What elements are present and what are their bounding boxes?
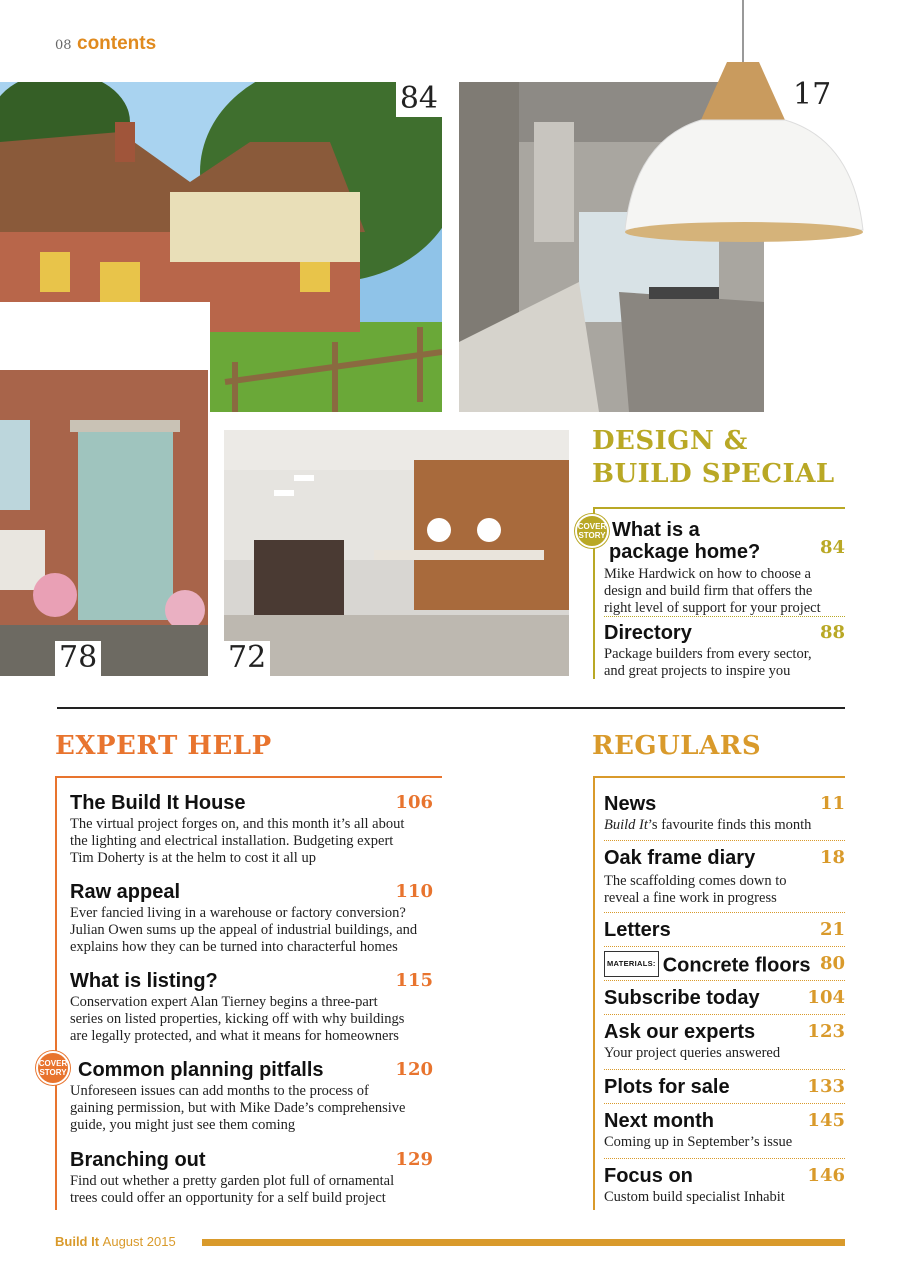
page-tag-72: 72 <box>224 641 270 676</box>
entry-package-home[interactable]: What is a package home? 84 Mike Hardwick on how to choose a design and build firm that offers the right level of support for your project <box>604 519 845 616</box>
entry-subscribe-today[interactable]: Subscribe today 104 <box>604 987 845 1009</box>
entry-news[interactable]: News 11 Build It’s favourite finds this month <box>604 793 845 833</box>
cover-story-badge: COVER STORY <box>36 1051 70 1085</box>
door-photo <box>0 370 208 676</box>
entry-build-it-house[interactable]: The Build It House 106 The virtual project forges on, and this month it’s all about the lighting and electrical installation. Budgeting expert Tim Doherty is at the helm to cost it all up <box>70 792 433 866</box>
section-label: contents <box>77 33 157 54</box>
entry-planning-pitfalls[interactable]: Common planning pitfalls 120 Unforeseen issues can add months to the process of gaining permission, but with Mike Dade’s comprehensive guide, you might just see them coming <box>70 1059 433 1133</box>
dotted-divider <box>604 1069 845 1070</box>
entry-ask-our-experts[interactable]: Ask our experts 123 Your project queries answered <box>604 1021 845 1061</box>
footer-issue: Build It August 2015 <box>55 1234 176 1249</box>
entry-oak-frame-diary[interactable]: Oak frame diary 18 The scaffolding comes down to reveal a fine work in progress <box>604 847 845 906</box>
dotted-divider <box>604 912 845 913</box>
entry-next-month[interactable]: Next month 145 Coming up in September’s issue <box>604 1110 845 1150</box>
entry-branching-out[interactable]: Branching out 129 Find out whether a pretty garden plot full of ornamental trees could offer an opportunity for a self build project <box>70 1149 433 1206</box>
dotted-divider <box>604 1103 845 1104</box>
regulars-title: REGULARS <box>592 731 762 761</box>
expert-help-title: EXPERT HELP <box>55 731 272 761</box>
entry-letters[interactable]: Letters 21 <box>604 919 845 941</box>
section-divider <box>57 707 845 709</box>
dotted-divider <box>604 616 845 617</box>
entry-focus-on[interactable]: Focus on 146 Custom build specialist Inhabit <box>604 1165 845 1205</box>
pendant-lamp-image <box>615 0 873 255</box>
cover-story-badge: COVER STORY <box>575 514 609 548</box>
dotted-divider <box>604 1014 845 1015</box>
entry-what-is-listing[interactable]: What is listing? 115 Conservation expert Alan Tierney begins a three-part series on listed properties, kicking off with why buildings are legally protected, and what it means for homeowners <box>70 970 433 1044</box>
entry-directory[interactable]: Directory 88 Package builders from every sector, and great projects to inspire you <box>604 622 845 679</box>
entry-raw-appeal[interactable]: Raw appeal 110 Ever fancied living in a warehouse or factory conversion? Julian Owen sums up the appeal of industrial buildings, and explains how they can be turned into characterful homes <box>70 881 433 955</box>
footer-bar <box>202 1239 845 1246</box>
design-build-title: DESIGN & BUILD SPECIAL <box>592 426 835 489</box>
kitchen-island-photo <box>224 430 569 676</box>
materials-tag: MATERIALS: <box>604 951 659 977</box>
dotted-divider <box>604 1158 845 1159</box>
page-tag-17: 17 <box>789 78 835 113</box>
page-number: 08 <box>55 38 72 53</box>
entry-concrete-floors[interactable]: MATERIALS: Concrete floors 80 <box>604 953 845 979</box>
house-photo <box>0 82 442 412</box>
entry-plots-for-sale[interactable]: Plots for sale 133 <box>604 1076 845 1098</box>
dotted-divider <box>604 840 845 841</box>
page-tag-78: 78 <box>55 641 101 676</box>
dotted-divider <box>604 980 845 981</box>
dotted-divider <box>604 946 845 947</box>
page-tag-84: 84 <box>396 82 442 117</box>
